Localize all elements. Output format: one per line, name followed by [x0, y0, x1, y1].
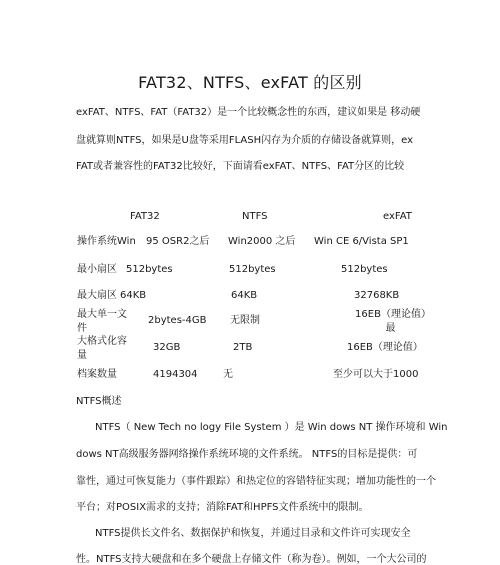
- cell-min-sector-ntfs: 512bytes: [229, 264, 276, 275]
- row-label-max-file: 最大单一文件: [77, 309, 127, 334]
- cell-max-sector-exfat: 32768KB: [354, 290, 400, 301]
- cell-file-count-ntfs: 无: [223, 369, 233, 380]
- cell-max-format-fat32: 32GB: [153, 342, 181, 353]
- col-header-fat32: FAT32: [130, 211, 160, 222]
- row-label-os: 操作系统Win: [77, 236, 136, 247]
- row-label-min-sector: 最小扇区: [77, 264, 117, 275]
- intro-line-1: exFAT、NTFS、FAT（FAT32）是一个比较概念性的东西，建议如果是 移动硬: [76, 107, 421, 118]
- cell-file-count-exfat: 至少可以大于1000: [333, 369, 419, 380]
- ntfs-heading: NTFS概述: [76, 396, 122, 407]
- cell-min-sector-exfat: 512bytes: [341, 264, 388, 275]
- cell-max-format-ntfs: 2TB: [233, 342, 253, 353]
- body-line-3: 靠性，通过可恢复能力（事件跟踪）和热定位的容错特征实现；增加功能性的一个: [76, 476, 436, 487]
- cell-max-file-ntfs: 无限制: [230, 315, 260, 326]
- row-label-file-count: 档案数量: [77, 369, 117, 380]
- cell-os-fat32: 95 OSR2之后: [146, 236, 210, 247]
- cell-max-format-exfat: 16EB（理论值）: [347, 342, 423, 353]
- cell-max-file-fat32: 2bytes-4GB: [148, 315, 207, 326]
- col-header-ntfs: NTFS: [242, 211, 268, 222]
- row-label-max-sector: 最大扇区: [77, 290, 117, 301]
- body-line-6: 性。NTFS支持大硬盘和在多个硬盘上存储文件（称为卷）。例如，一个大公司的: [76, 554, 427, 565]
- col-header-exfat: exFAT: [383, 211, 412, 222]
- body-line-5: NTFS提供长文件名、数据保护和恢复，并通过目录和文件许可实现安全: [95, 528, 411, 539]
- document-title: FAT32、NTFS、exFAT 的区别: [138, 73, 362, 92]
- cell-max-sector-fat32: 64KB: [120, 290, 147, 301]
- cell-os-ntfs: Win2000 之后: [228, 236, 296, 247]
- cell-max-file-exfat: 16EB（理论值）最: [355, 309, 426, 334]
- intro-line-2: 盘就算则NTFS，如果是U盘等采用FLASH闪存为介质的存储设备就算则，ex: [76, 135, 413, 146]
- intro-line-3: FAT或者兼容性的FAT32比较好，下面请看exFAT、NTFS、FAT分区的比较: [76, 161, 405, 172]
- cell-file-count-fat32: 4194304: [153, 369, 198, 380]
- cell-os-exfat: Win CE 6/Vista SP1: [314, 236, 409, 247]
- body-line-2: dows NT高级服务器网络操作系统环境的文件系统。 NTFS的目标是提供：可: [76, 449, 418, 460]
- cell-min-sector-fat32: 512bytes: [126, 264, 173, 275]
- body-line-4: 平台；对POSIX需求的支持；消除FAT和HPFS文件系统中的限制。: [76, 502, 369, 513]
- cell-max-sector-ntfs: 64KB: [231, 290, 258, 301]
- body-line-1: NTFS（ New Tech no logy File System ）是 Win dows NT 操作环境和 Win: [95, 422, 448, 433]
- row-label-max-format: 大格式化容量: [77, 336, 127, 361]
